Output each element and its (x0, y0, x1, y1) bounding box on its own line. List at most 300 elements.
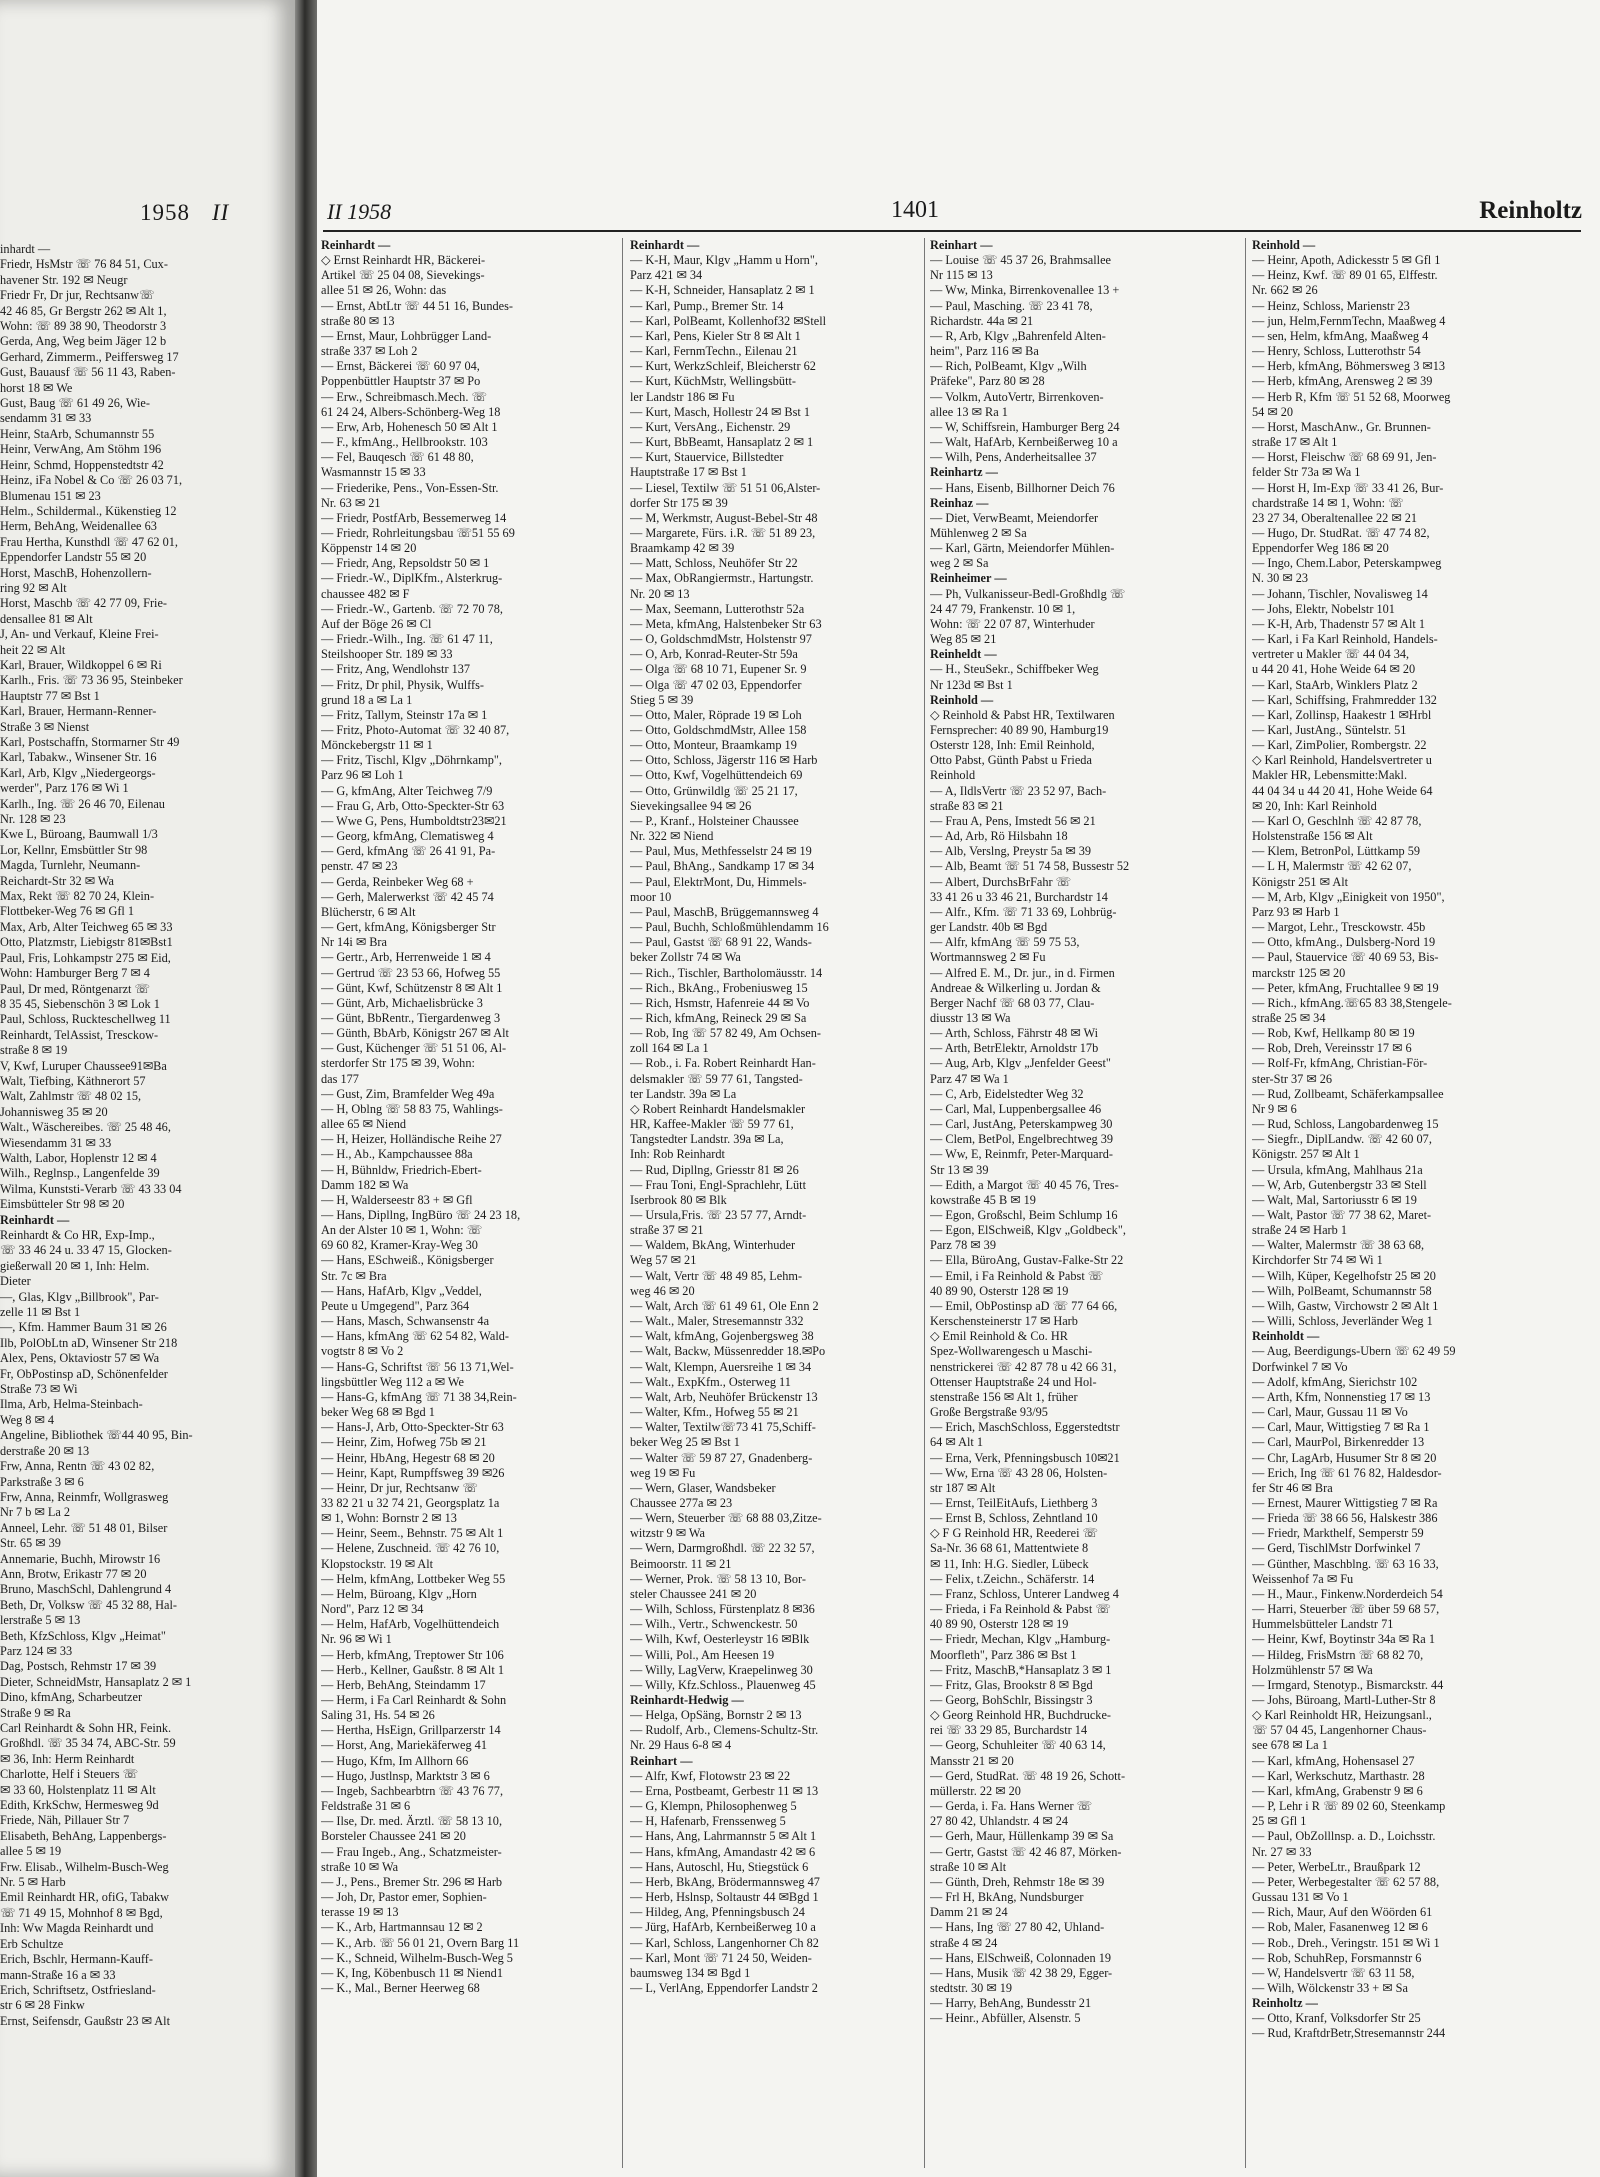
directory-entry-line: — Walt., Maler, Stresemannstr 332 (630, 1314, 804, 1329)
column-divider (1245, 238, 1246, 2168)
directory-entry-line: Helm., Schildermal., Kükenstieg 12 (0, 503, 177, 518)
directory-entry-line: das 177 (321, 1071, 359, 1086)
directory-entry-line: Magda, Turnlehr, Neumann- (0, 858, 141, 873)
directory-entry-line: Kerschensteinerstr 17 ✉ Harb (930, 1314, 1078, 1329)
directory-entry-line: — Rich., BkAng., Frobeniusweg 15 (630, 980, 808, 995)
directory-entry-line: Reinhardt — (630, 238, 700, 252)
directory-entry-line: — Hans, Musik ☏ 42 38 29, Egger- (930, 1965, 1113, 1980)
directory-entry-line: Frau Hertha, Kunsthdl ☏ 47 62 01, (0, 534, 178, 549)
directory-entry-line: — Rud, Dipllng, Griesstr 81 ✉ 26 (630, 1162, 799, 1177)
directory-entry-line: havener Str. 192 ✉ Neugr (0, 272, 128, 287)
directory-entry-line: Str. 65 ✉ 39 (0, 1536, 61, 1551)
directory-entry-line: Karl, Brauer, Hermann-Renner- (0, 704, 157, 719)
directory-entry-line: Heinr, Schmd, Hoppenstedtstr 42 (0, 457, 164, 472)
directory-entry-line: Moorfleth", Parz 386 ✉ Bst 1 (930, 1647, 1077, 1662)
directory-entry-line: — Walt, kfmAng, Gojenbergsweg 38 (630, 1329, 814, 1344)
directory-entry-line: 8 35 45, Siebenschön 3 ✉ Lok 1 (0, 996, 160, 1011)
directory-entry-line: — Horst, MaschAnw., Gr. Brunnen- (1252, 419, 1431, 434)
directory-entry-line: — Johs, Elektr, Nobelstr 101 (1252, 601, 1395, 616)
directory-entry-line: Weg 57 ✉ 21 (630, 1253, 697, 1268)
directory-entry-line: Reinheimer — (930, 571, 1007, 586)
directory-entry-line: — Harri, Steuerber ☏ über 59 68 57, (1252, 1602, 1440, 1617)
directory-column-3 (930, 238, 1223, 2168)
directory-entry-line: Damm 21 ✉ 24 (930, 1905, 1008, 1920)
directory-entry-line: — Albert, DurchsBrFahr ☏ (930, 874, 1072, 889)
directory-entry-line: straße 25 ✉ 34 (1252, 1010, 1326, 1025)
directory-entry-line: — K., Arb, Hartmannsau 12 ✉ 2 (321, 1920, 483, 1935)
directory-entry-line: — Kurt, WerkzSchleif, Bleicherstr 62 (630, 359, 816, 374)
directory-entry-line: — Rich., kfmAng.☏65 83 38,Stengele- (1252, 995, 1452, 1010)
directory-entry-line: — Olga ☏ 47 02 03, Eppendorfer (630, 677, 802, 692)
directory-entry-line: Reinhaz — (930, 495, 989, 510)
directory-entry-line: — Margarete, Fürs. i.R. ☏ 51 89 23, (630, 525, 816, 540)
directory-entry-line: Inh: Rob Reinhardt (630, 1147, 725, 1162)
directory-entry-line: ◇ Robert Reinhardt Handelsmakler (630, 1101, 806, 1116)
directory-entry-line: — Alfr, kfmAng ☏ 59 75 53, (930, 935, 1080, 950)
directory-entry-line: Walt, Zahlmstr ☏ 48 02 15, (0, 1089, 142, 1104)
directory-entry-line: — Ernst, AbtLtr ☏ 44 51 16, Bundes- (321, 298, 513, 313)
directory-entry-line: Saling 31, Hs. 54 ✉ 26 (321, 1708, 435, 1723)
directory-entry-line: — Fritz, MaschB,*Hansaplatz 3 ✉ 1 (930, 1662, 1112, 1677)
directory-entry-line: ✉ 36, Inh: Herm Reinhardt (0, 1751, 135, 1766)
directory-entry-line: Parkstraße 3 ✉ 6 (0, 1474, 84, 1489)
directory-entry-line: — Walt, Vertr ☏ 48 49 85, Lehm- (630, 1268, 803, 1283)
directory-entry-line: ✉ 11, Inh: H.G. Siedler, Lübeck (930, 1556, 1089, 1571)
directory-entry-line: str 187 ✉ Alt (930, 1480, 996, 1495)
directory-entry-line: — Walter, Malermstr ☏ 38 63 68, (1252, 1238, 1425, 1253)
header-rule (323, 230, 1581, 232)
directory-entry-line: grund 18 a ✉ La 1 (321, 692, 413, 707)
directory-entry-line: — Wilh, Pens, Anderheitsallee 37 (930, 450, 1097, 465)
directory-entry-line: — Gerh, Malerwerkst ☏ 42 45 74 (321, 889, 494, 904)
directory-entry-line: — Wilh., Vertr., Schwenckestr. 50 (630, 1617, 798, 1632)
directory-entry-line: — Kurt, BbBeamt, Hansaplatz 2 ✉ 1 (630, 435, 814, 450)
directory-entry-line: Wohn: ☏ 22 07 87, Winterhuder (930, 616, 1095, 631)
directory-entry-line: Paul, Schloss, Ruckteschellweg 11 (0, 1012, 171, 1027)
directory-entry-line: — Friedr.-W., Gartenb. ☏ 72 70 78, (321, 601, 503, 616)
directory-entry-line: Dag, Postsch, Rehmstr 17 ✉ 39 (0, 1659, 157, 1674)
directory-entry-line: — Frieda, i Fa Reinhold & Pabst ☏ (930, 1602, 1111, 1617)
directory-entry-line: densallee 81 ✉ Alt (0, 611, 93, 626)
directory-entry-line: Steilshooper Str. 189 ✉ 33 (321, 647, 453, 662)
directory-entry-line: — Walt, Arb, Neuhöfer Brückenstr 13 (630, 1389, 818, 1404)
directory-entry-line: — Carl, MaurPol, Birkenredder 13 (1252, 1435, 1425, 1450)
directory-entry-line: Reinholtz — (1252, 1996, 1318, 2011)
directory-entry-line: — Paul, BhAng., Sandkamp 17 ✉ 34 (630, 859, 815, 874)
directory-entry-line: — Ph, Vulkanisseur-Bedl-Großhdlg ☏ (930, 586, 1126, 601)
directory-entry-line: Nr. 322 ✉ Niend (630, 829, 714, 844)
directory-entry-line: — Karl O, Geschlnh ☏ 42 87 78, (1252, 813, 1422, 828)
directory-entry-line: — Gerda, Reinbeker Weg 68 + (321, 874, 474, 889)
directory-entry-line: Nr 115 ✉ 13 (930, 268, 993, 283)
directory-entry-line: — Hildeg, Ang, Pfenningsbusch 24 (630, 1905, 805, 1920)
directory-entry-line: heit 22 ✉ Alt (0, 642, 66, 657)
directory-entry-line: Sievekingsallee 94 ✉ 26 (630, 798, 752, 813)
directory-entry-line: — Peter, kfmAng, Fruchtallee 9 ✉ 19 (1252, 980, 1439, 995)
directory-entry-line: — Olga ☏ 68 10 71, Eupener Sr. 9 (630, 662, 807, 677)
directory-entry-line: ring 92 ✉ Alt (0, 580, 67, 595)
directory-entry-line: Tangstedter Landstr. 39a ✉ La, (630, 1132, 784, 1147)
directory-entry-line: — Karl, Pump., Bremer Str. 14 (630, 298, 784, 313)
directory-entry-line: — H., SteuSekr., Schiffbeker Weg (930, 662, 1099, 677)
directory-entry-line: allee 5 ✉ 19 (0, 1844, 62, 1859)
directory-entry-line: — Kurt, KüchMstr, Wellingsbütt- (630, 374, 796, 389)
directory-entry-line: straße 24 ✉ Harb 1 (1252, 1223, 1347, 1238)
directory-entry-line: Friedr, HsMstr ☏ 76 84 51, Cux- (0, 257, 168, 272)
directory-entry-line: — O, GoldschmdMstr, Holstenstr 97 (630, 632, 812, 647)
directory-entry-line: — Erw., Schreibmasch.Mech. ☏ (321, 389, 487, 404)
directory-entry-line: chaussee 482 ✉ F (321, 586, 410, 601)
directory-entry-line: — Fel, Bauqesch ☏ 61 48 80, (321, 450, 474, 465)
directory-entry-line: — Frau A, Pens, Imstedt 56 ✉ 21 (930, 813, 1096, 828)
directory-entry-line: — Karl, ZimPolier, Rombergstr. 22 (1252, 738, 1427, 753)
directory-entry-line: Iserbrook 80 ✉ Blk (630, 1192, 727, 1207)
directory-entry-line: — H., Ab., Kampchaussee 88a (321, 1147, 473, 1162)
directory-entry-line: Gerhard, Zimmerm., Peiffersweg 17 (0, 349, 179, 364)
directory-entry-line: Straße 73 ✉ Wi (0, 1382, 78, 1397)
directory-entry-line: — Wilh, Gastw, Virchowstr 2 ✉ Alt 1 (1252, 1298, 1439, 1313)
directory-entry-line: — Kurt, Stauervice, Billstedter (630, 450, 784, 465)
directory-entry-line: — Wilh, Kwf, Oesterleystr 16 ✉Blk (630, 1632, 810, 1647)
directory-entry-line: zelle 11 ✉ Bst 1 (0, 1305, 81, 1320)
directory-entry-line: 40 89 90, Osterstr 128 ✉ 19 (930, 1283, 1069, 1298)
directory-entry-line: beker Weg 68 ✉ Bgd 1 (321, 1405, 435, 1420)
directory-entry-line: — Carl, Mal, Luppenbergsallee 46 (930, 1101, 1102, 1116)
directory-entry-line: — Hans, HafArb, Klgv „Veddel, (321, 1283, 482, 1298)
directory-entry-line: — Rich, kfmAng, Reineck 29 ✉ Sa (630, 1010, 807, 1025)
directory-entry-line: ☏ 57 04 45, Langenhorner Chaus- (1252, 1723, 1427, 1738)
directory-entry-line: — Alb, Beamt ☏ 51 74 58, Bussestr 52 (930, 859, 1130, 874)
directory-entry-line: — Hans, Autoschl, Hu, Stiegstück 6 (630, 1859, 809, 1874)
directory-entry-line: Walt, Tiefbing, Käthnerort 57 (0, 1073, 146, 1088)
directory-entry-line: beker Zollstr 74 ✉ Wa (630, 950, 741, 965)
directory-entry-line: — Hans, Eisenb, Billhorner Deich 76 (930, 480, 1115, 495)
directory-entry-line: werder", Parz 176 ✉ Wi 1 (0, 781, 129, 796)
directory-entry-line: — Hans, Ing ☏ 27 80 42, Uhland- (930, 1920, 1105, 1935)
column-divider (924, 238, 925, 2168)
directory-entry-line: — Fritz, Tischl, Klgv „Döhrnkamp", (321, 753, 502, 768)
directory-entry-line: — Karl, PolBeamt, Kollenhof32 ✉Stell (630, 313, 827, 328)
directory-entry-line: — Ella, BüroAng, Gustav-Falke-Str 22 (930, 1253, 1124, 1268)
directory-entry-line: — Rolf-Fr, kfmAng, Christian-För- (1252, 1056, 1428, 1071)
directory-entry-line: — Hans, Ang, Lahrmannstr 5 ✉ Alt 1 (630, 1829, 817, 1844)
right-page (317, 0, 1600, 2177)
directory-entry-line: Hauptstraße 17 ✉ Bst 1 (630, 465, 747, 480)
directory-entry-line: — Ad, Arb, Rö Hilsbahn 18 (930, 829, 1068, 844)
directory-entry-line: 24 47 79, Frankenstr. 10 ✉ 1, (930, 601, 1076, 616)
directory-entry-line: zoll 164 ✉ La 1 (630, 1041, 709, 1056)
directory-entry-line: Hauptstr 77 ✉ Bst 1 (0, 688, 100, 703)
directory-entry-line: Nr. 27 ✉ 33 (1252, 1844, 1312, 1859)
directory-entry-line: Frw, Anna, Reinmfr, Wollgrasweg (0, 1489, 169, 1504)
directory-entry-line: — Fritz, Photo-Automat ☏ 32 40 87, (321, 723, 510, 737)
directory-entry-line: Karl, Arb, Klgv „Niedergeorgs- (0, 765, 156, 780)
directory-entry-line: — Günth, BbArb, Königstr 267 ✉ Alt (321, 1026, 509, 1041)
directory-entry-line: — Helm, kfmAng, Lottbeker Weg 55 (321, 1571, 506, 1586)
directory-entry-line: Eimsbütteler Str 98 ✉ 20 (0, 1197, 125, 1212)
directory-entry-line: Eppendorfer Landstr 55 ✉ 20 (0, 550, 147, 565)
directory-entry-line: — K-H, Arb, Thadenstr 57 ✉ Alt 1 (1252, 616, 1425, 631)
directory-entry-line: — Günt, Kwf, Schützenstr 8 ✉ Alt 1 (321, 980, 503, 995)
directory-entry-line: Karl, Brauer, Wildkoppel 6 ✉ Ri (0, 657, 162, 672)
directory-entry-line: — Willi, Pol., Am Heesen 19 (630, 1647, 775, 1662)
directory-entry-line: beker Weg 25 ✉ Bst 1 (630, 1435, 740, 1450)
directory-entry-line: heim", Parz 116 ✉ Ba (930, 344, 1039, 359)
directory-entry-line: — Otto, Grünwildlg ☏ 25 21 17, (630, 783, 798, 798)
directory-entry-line: straße 337 ✉ Loh 2 (321, 344, 418, 359)
directory-entry-line: — Hugo, Kfm, Im Allhorn 66 (321, 1753, 469, 1768)
directory-entry-line: Dino, kfmAng, Scharbeutzer (0, 1690, 143, 1705)
directory-entry-line: — Georg, BohSchlr, Bissingstr 3 (930, 1693, 1093, 1707)
directory-entry-line: — Rob, Ing ☏ 57 82 49, Am Ochsen- (630, 1026, 821, 1041)
directory-entry-line: — Willy, Kfz.Schloss., Plauenweg 45 (630, 1677, 816, 1692)
directory-entry-line: ✉ 1, Wohn: Bornstr 2 ✉ 13 (321, 1511, 457, 1526)
directory-entry-line: Reinhardt, TelAssist, Tresckow- (0, 1027, 159, 1042)
directory-entry-line: — Otto, kfmAng., Dulsberg-Nord 19 (1252, 935, 1436, 950)
directory-entry-line: Nr 123d ✉ Bst 1 (930, 677, 1013, 692)
directory-entry-line: 27 80 42, Uhlandstr. 4 ✉ 24 (930, 1814, 1069, 1829)
directory-entry-line: — Paul, Masching. ☏ 23 41 78, (930, 298, 1093, 313)
directory-entry-line: — Ursula,Fris. ☏ 23 57 77, Arndt- (630, 1208, 807, 1222)
directory-entry-line: 33 41 26 u 33 46 21, Burchardstr 14 (930, 889, 1108, 904)
directory-entry-line: Holzmühlenstr 57 ✉ Wa (1252, 1662, 1373, 1677)
directory-entry-line: — Margot, Lehr., Tresckowstr. 45b (1252, 920, 1426, 935)
column-divider (622, 238, 623, 2168)
directory-entry-line: — Paul, ObZolllnsp. a. D., Loichsstr. (1252, 1829, 1436, 1844)
directory-entry-line: ◇ Karl Reinholdt HR, Heizungsanl., (1252, 1708, 1432, 1723)
directory-entry-line: Karlh., Ing. ☏ 26 46 70, Eilenau (0, 796, 165, 811)
directory-entry-line: — Georg, kfmAng, Clematisweg 4 (321, 829, 494, 844)
directory-entry-line: Nr. 96 ✉ Wi 1 (321, 1632, 392, 1647)
directory-entry-line: — Helene, Zuschneid. ☏ 42 76 10, (321, 1541, 500, 1556)
directory-entry-line: — Hans, kfmAng, Amandastr 42 ✉ 6 (630, 1844, 816, 1859)
directory-entry-line: ler Landstr 186 ✉ Fu (630, 389, 735, 404)
directory-entry-line: Friede, Näh, Pillauer Str 7 (0, 1813, 130, 1828)
directory-entry-line: 42 46 85, Gr Bergstr 262 ✉ Alt 1, (0, 303, 167, 318)
directory-entry-line: Nr. 29 Haus 6-8 ✉ 4 (630, 1738, 732, 1753)
directory-entry-line: — Helm, Büroang, Klgv „Horn (321, 1586, 477, 1601)
directory-entry-line: stedtstr. 30 ✉ 19 (930, 1980, 1013, 1995)
directory-entry-line: penstr. 47 ✉ 23 (321, 859, 398, 874)
directory-entry-line: — Walter, Textilw☏73 41 75,Schiff- (630, 1420, 816, 1435)
directory-entry-line: — Herb, kfmAng, Arensweg 2 ✉ 39 (1252, 374, 1433, 389)
directory-entry-line: — Paul, Stauervice ☏ 40 69 53, Bis- (1252, 950, 1439, 965)
directory-entry-line: — Clem, BetPol, Engelbrechtweg 39 (930, 1132, 1114, 1147)
directory-entry-line: — Karl, FernmTechn., Eilenau 21 (630, 344, 798, 359)
directory-entry-line: — Friedr, Rohrleitungsbau ☏51 55 69 (321, 525, 515, 540)
directory-entry-line: Wohn: ☏ 89 38 90, Theodorstr 3 (0, 319, 167, 334)
directory-entry-line: Erb Schultze (0, 1936, 64, 1951)
directory-entry-line: — Wwe G, Pens, Humboldtstr23✉21 (321, 813, 507, 828)
directory-entry-line: — Adolf, kfmAng, Sierichstr 102 (1252, 1374, 1418, 1389)
directory-entry-line: — Erna, Postbeamt, Gerbestr 11 ✉ 13 (630, 1783, 819, 1798)
directory-entry-line: Poppenbüttler Hauptstr 37 ✉ Po (321, 374, 481, 389)
directory-entry-line: — Carl, Maur, Gussau 11 ✉ Vo (1252, 1405, 1408, 1420)
directory-entry-line: — Gertrud ☏ 23 53 66, Hofweg 55 (321, 965, 501, 980)
directory-entry-line: — R, Arb, Klgv „Bahrenfeld Alten- (930, 328, 1106, 343)
directory-entry-line: — Gertr., Arb, Herrenweide 1 ✉ 4 (321, 950, 491, 965)
directory-entry-line: — Ernst, Bäckerei ☏ 60 97 04, (321, 359, 480, 374)
directory-entry-line: Große Bergstraße 93/95 (930, 1405, 1048, 1420)
directory-entry-line: — Karl, i Fa Karl Reinhold, Handels- (1252, 632, 1438, 647)
directory-entry-line: — Arth, BetrElektr, Arnoldstr 17b (930, 1041, 1099, 1056)
directory-entry-line: — Wern, Glaser, Wandsbeker (630, 1480, 776, 1495)
directory-entry-line: — Heinr, Zim, Hofweg 75b ✉ 21 (321, 1435, 487, 1450)
directory-entry-line: — K., Mal., Berner Heerweg 68 (321, 1980, 480, 1995)
directory-entry-line: — Hans, ESchweiß., Königsberger (321, 1253, 494, 1268)
directory-entry-line: Dieter, SchneidMstr, Hansaplatz 2 ✉ 1 (0, 1674, 192, 1689)
directory-entry-line: — Heinr, Dr jur, Rechtsanw ☏ (321, 1480, 478, 1495)
directory-entry-line: — M, Arb, Klgv „Einigkeit von 1950", (1252, 889, 1445, 904)
directory-entry-line: — Fritz, Glas, Brookstr 8 ✉ Bgd (930, 1677, 1093, 1692)
directory-entry-line: Hummelsbütteler Landstr 71 (1252, 1617, 1394, 1632)
directory-entry-line: — Ernst B, Schloss, Zehntland 10 (930, 1511, 1098, 1526)
directory-entry-line: — Rud, Zollbeamt, Schäferkampsallee (1252, 1086, 1444, 1101)
directory-entry-line: 23 27 34, Oberaltenallee 22 ✉ 21 (1252, 510, 1417, 525)
directory-entry-line: Auf der Böge 26 ✉ Cl (321, 616, 432, 631)
directory-entry-line: Wiesendamm 31 ✉ 33 (0, 1135, 112, 1150)
directory-entry-line: Nr. 128 ✉ 23 (0, 812, 66, 827)
directory-entry-line: — L, VerlAng, Eppendorfer Landstr 2 (630, 1980, 818, 1995)
directory-entry-line: — Kurt, VersAng., Eichenstr. 29 (630, 419, 791, 434)
directory-entry-line: — Aug, Arb, Klgv „Jenfelder Geest" (930, 1056, 1111, 1071)
directory-entry-line: 54 ✉ 20 (1252, 404, 1294, 419)
directory-entry-line: ✉ 20, Inh: Karl Reinhold (1252, 798, 1377, 813)
directory-entry-line: — Friederike, Pens., Von-Essen-Str. (321, 480, 499, 495)
directory-entry-line: — Aug, Beerdigungs-Ubern ☏ 62 49 59 (1252, 1344, 1456, 1359)
directory-entry-line: str 6 ✉ 28 Finkw (0, 1998, 85, 2013)
directory-entry-line: — Rich, Hsmstr, Hafenreie 44 ✉ Vo (630, 995, 810, 1010)
directory-entry-line: — Friedr, Mechan, Klgv „Hamburg- (930, 1632, 1111, 1647)
directory-entry-line: — Otto, Kwf, Vogelhüttendeich 69 (630, 768, 803, 783)
directory-entry-line: Weg 85 ✉ 21 (930, 632, 997, 647)
directory-entry-line: — Fritz, Tallym, Steinstr 17a ✉ 1 (321, 707, 488, 722)
directory-entry-line: — Rob, Maler, Fasanenweg 12 ✉ 6 (1252, 1920, 1428, 1935)
directory-entry-line: — Herb, kfmAng, Böhmersweg 3 ✉13 (1252, 359, 1446, 374)
directory-entry-line: Fernsprecher: 40 89 90, Hamburg19 (930, 723, 1109, 737)
directory-entry-line: — O, Arb, Konrad-Reuter-Str 59a (630, 647, 798, 662)
directory-entry-line: — Ursula, kfmAng, Mahlhaus 21a (1252, 1162, 1423, 1177)
directory-entry-line: — Matt, Schloss, Neuhöfer Str 22 (630, 556, 798, 571)
directory-entry-line: — K-H, Maur, Klgv „Hamm u Horn", (630, 253, 818, 268)
directory-entry-line: Heinr, VerwAng, Am Stöhm 196 (0, 442, 162, 457)
directory-entry-line: — Günth, Dreh, Rehmstr 18e ✉ 39 (930, 1874, 1105, 1889)
directory-entry-line: marckstr 125 ✉ 20 (1252, 965, 1346, 980)
directory-entry-line: — Alfred E. M., Dr. jur., in d. Firmen (930, 965, 1115, 980)
directory-entry-line: Sa-Nr. 36 68 61, Mattentwiete 8 (930, 1541, 1089, 1556)
directory-entry-line: Dorfwinkel 7 ✉ Vo (1252, 1359, 1348, 1374)
directory-entry-line: — Edith, a Margot ☏ 40 45 76, Tres- (930, 1177, 1119, 1192)
directory-entry-line: Makler HR, Lebensmitte:Makl. (1252, 768, 1408, 783)
directory-entry-line: Ilb, PolObLtn aD, Winsener Str 218 (0, 1335, 178, 1350)
directory-entry-line: Parz 421 ✉ 34 (630, 268, 703, 283)
directory-entry-line: — Harry, BehAng, Bundesstr 21 (930, 1996, 1092, 2011)
directory-entry-line: — Otto, Schloss, Jägerstr 116 ✉ Harb (630, 753, 818, 768)
directory-entry-line: — Hans, Dipllng, IngBüro ☏ 24 23 18, (321, 1208, 521, 1222)
directory-entry-line: Mansstr 21 ✉ 20 (930, 1753, 1014, 1768)
directory-entry-line: Bruno, MaschSchl, Dahlengrund 4 (0, 1582, 172, 1597)
directory-entry-line: — Max, Seemann, Lutterothstr 52a (630, 601, 805, 616)
directory-entry-line: — Rich, Maur, Auf den Wöörden 61 (1252, 1905, 1433, 1920)
directory-entry-line: — Henry, Schloss, Lutterothstr 54 (1252, 344, 1421, 359)
directory-entry-line: — Walt, Klempn, Auersreihe 1 ✉ 34 (630, 1359, 812, 1374)
directory-entry-line: — Paul, Gastst ☏ 68 91 22, Wands- (630, 935, 812, 950)
directory-entry-line: straße 17 ✉ Alt 1 (1252, 435, 1338, 450)
directory-entry-line: — Herb R, Kfm ☏ 51 52 68, Moorweg (1252, 389, 1451, 404)
directory-entry-line: Nr. 63 ✉ 21 (321, 495, 381, 510)
directory-entry-line: — Rud, Schloss, Langobardenweg 15 (1252, 1117, 1439, 1132)
directory-entry-line: — sen, Helm, kfmAng, Maaßweg 4 (1252, 328, 1429, 343)
directory-entry-line: Berger Nachf ☏ 68 03 77, Clau- (930, 995, 1095, 1010)
directory-entry-line: — Helm, HafArb, Vogelhüttendeich (321, 1617, 500, 1632)
directory-entry-line: — Willy, LagVerw, Kraepelinweg 30 (630, 1662, 813, 1677)
directory-entry-line: Reinhold — (930, 692, 994, 707)
directory-entry-line: Präfeke", Parz 80 ✉ 28 (930, 374, 1045, 389)
directory-entry-line: — Heinr, HbAng, Hegestr 68 ✉ 20 (321, 1450, 495, 1465)
directory-entry-line: — Gerd, TischlMstr Dorfwinkel 7 (1252, 1541, 1421, 1556)
directory-entry-line: — Heinr, Seem., Behnstr. 75 ✉ Alt 1 (321, 1526, 504, 1541)
directory-entry-line: — H, Oblng ☏ 58 83 75, Wahlings- (321, 1101, 503, 1116)
directory-entry-line: kowstraße 45 B ✉ 19 (930, 1192, 1036, 1207)
directory-entry-line: — Walt, Mal, Sartoriusstr 6 ✉ 19 (1252, 1192, 1417, 1207)
directory-entry-line: — Erw, Arb, Hohenesch 50 ✉ Alt 1 (321, 419, 498, 434)
directory-entry-line: — A, IldlsVertr ☏ 23 52 97, Bach- (930, 783, 1107, 798)
directory-entry-line: Andreae & Wilkerling u. Jordan & (930, 980, 1101, 995)
directory-entry-line: — Georg, Schuhleiter ☏ 40 63 14, (930, 1738, 1106, 1753)
directory-entry-line: — Frau Ingeb., Ang., Schatzmeister- (321, 1844, 502, 1859)
directory-entry-line: — Hildeg, FrisMstrn ☏ 68 82 70, (1252, 1647, 1424, 1662)
directory-entry-line: Mühlenweg 2 ✉ Sa (930, 525, 1027, 540)
directory-entry-line: Friedr Fr, Dr jur, Rechtsanw☏ (0, 288, 155, 303)
directory-entry-line: Walt., Wäschereibes. ☏ 25 48 46, (0, 1120, 171, 1135)
page-year: II 1958 (327, 199, 392, 224)
directory-entry-line: — Jürg, HafArb, Kernbeißerweg 10 a (630, 1920, 816, 1935)
page-header (327, 197, 1582, 227)
directory-entry-line: — Frau G, Arb, Otto-Speckter-Str 63 (321, 798, 505, 813)
directory-entry-line: Flottbeker-Weg 76 ✉ Gfl 1 (0, 904, 135, 919)
directory-entry-line: Elisabeth, BehAng, Lappenbergs- (0, 1828, 167, 1843)
directory-entry-line: — Heinr, Kwf, Boytinstr 34a ✉ Ra 1 (1252, 1632, 1435, 1647)
directory-entry-line: HR, Kaffee-Makler ☏ 59 77 61, (630, 1117, 794, 1132)
directory-entry-line: — Horst H, Im-Exp ☏ 33 41 26, Bur- (1252, 480, 1444, 495)
directory-entry-line: — Horst, Fleischw ☏ 68 69 91, Jen- (1252, 450, 1437, 465)
directory-entry-line: rei ☏ 33 29 85, Burchardstr 14 (930, 1723, 1088, 1738)
directory-entry-line: Reinheldt — (930, 647, 997, 662)
directory-entry-line: — Hans-G, Schriftst ☏ 56 13 71,Wel- (321, 1359, 514, 1374)
directory-entry-line: Stieg 5 ✉ 39 (630, 692, 694, 707)
directory-entry-line: Ottenser Hauptstraße 24 und Hol- (930, 1374, 1097, 1389)
directory-entry-line: — Frau Toni, Engl-Sprachlehr, Lütt (630, 1177, 807, 1192)
directory-entry-line: — Gerd, kfmAng ☏ 26 41 91, Pa- (321, 844, 496, 859)
directory-entry-line: allee 65 ✉ Niend (321, 1117, 407, 1132)
directory-entry-line: stenstraße 156 ✉ Alt 1, früher (930, 1389, 1078, 1404)
directory-entry-line: Alex, Pens, Oktaviostr 57 ✉ Wa (0, 1351, 160, 1366)
directory-entry-line: — Ww, Minka, Birrenkovenallee 13 + (930, 283, 1120, 298)
directory-entry-line: — Wilh, Schloss, Fürstenplatz 8 ✉36 (630, 1602, 815, 1617)
directory-entry-line: Karlh., Fris. ☏ 73 36 95, Steinbeker (0, 673, 183, 688)
directory-entry-line: derstraße 20 ✉ 13 (0, 1443, 90, 1458)
directory-entry-line: — Emil, ObPostinsp aD ☏ 77 64 66, (930, 1298, 1118, 1313)
directory-entry-line: — Max, ObRangiermstr., Hartungstr. (630, 571, 814, 586)
directory-entry-line: — H, Bühnldw, Friedrich-Ebert- (321, 1162, 482, 1177)
directory-entry-line: — K., Arb. ☏ 56 01 21, Overn Barg 11 (321, 1935, 520, 1950)
directory-entry-line: — Günt, BbRentr., Tiergardenweg 3 (321, 1010, 501, 1025)
directory-entry-line: — Karl, Schloss, Langenhorner Ch 82 (630, 1935, 819, 1950)
directory-entry-line: Str. 7c ✉ Bra (321, 1268, 387, 1283)
directory-column-1 (321, 238, 614, 2168)
directory-entry-line: — G, Klempn, Philosophenweg 5 (630, 1799, 797, 1814)
left-page-year: 1958 (140, 200, 190, 225)
